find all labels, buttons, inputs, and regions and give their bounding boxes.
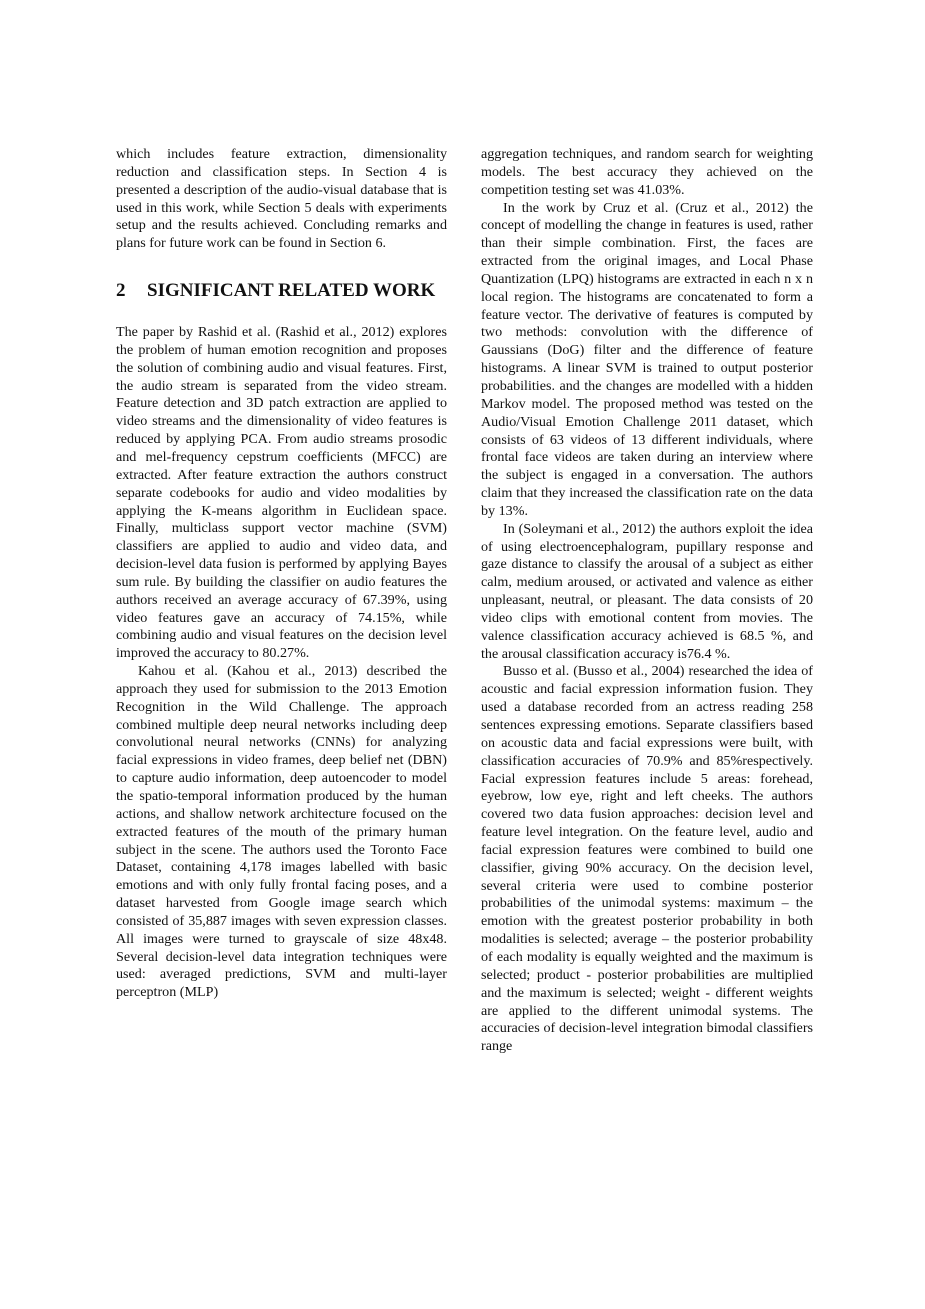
section-title: SIGNIFICANT RELATED WORK xyxy=(147,280,436,302)
section-heading xyxy=(116,279,447,302)
section-number: 2 xyxy=(116,280,126,302)
paragraph-busso: Busso et al. (Busso et al., 2004) researched the idea of acoustic and facial expression information fusion. They used a database recorded from an actress reading 258 sentences expressing emotions. Separate classifiers based on acoustic data and facial expressions were built, with classification accuracies of 70.9% and 85%respectively. Facial expression features include 5 areas: forehead, eyebrow, low eye, right and left cheeks. The authors covered two data fusion approaches: decision level and feature level integration. On the feature level, audio and facial expression features were combined to build one classifier, giving 90% accuracy. On the decision level, several criteria were used to combine posterior probabilities of the unimodal systems: maximum – the emotion with the greatest posterior probability in both modalities is selected; average – the posterior probability of each modality is equally weighted and the maximum is selected; product - posterior probabilities are multiplied and the maximum is selected; weight - different weights are applied to the different unimodal systems. The accuracies of decision-level integration bimodal classifiers range xyxy=(481,663,813,1055)
paragraph-soleymani: In (Soleymani et al., 2012) the authors exploit the idea of using electroencephalogram, pupillary response and gaze distance to classify the arousal of a subject as either calm, medium aroused, or activated and valence as either unpleasant, neutral, or pleasant. The data consists of 20 video clips with emotional content from movies. The valence classification accuracy achieved is 68.5 %, and the arousal classification accuracy is76.4 %. xyxy=(481,520,813,662)
continuation-paragraph: aggregation techniques, and random search for weighting models. The best accuracy they achieved on the competition testing set was 41.03%. xyxy=(481,146,813,198)
left-column xyxy=(116,146,447,1002)
intro-paragraph: which includes feature extraction, dimensionality reduction and classification steps. In Section 4 is presented a description of the audio-visual database that is used in this work, while Section 5 deals with experiments setup and the results achieved. Concluding remarks and plans for future work can be found in Section 6. xyxy=(116,146,447,252)
right-column xyxy=(481,146,813,1056)
paragraph-kahou: Kahou et al. (Kahou et al., 2013) described the approach they used for submission to the 2013 Emotion Recognition in the Wild Challenge. The approach combined multiple deep neural networks including deep convolutional neural networks (CNNs) for analyzing facial expressions in video frames, deep belief net (DBN) to capture audio information, deep autoencoder to model the spatio-temporal information produced by the human actions, and shallow network architecture focused on the extracted features of the mouth of the primary human subject in the scene. The authors used the Toronto Face Dataset, containing 4,178 images labelled with basic emotions and with only fully frontal facing poses, and a dataset harvested from Google image search which consisted of 35,887 images with seven expression classes. All images were turned to grayscale of size 48x48. Several decision-level data integration techniques were used: averaged predictions, SVM and multi-layer perceptron (MLP) xyxy=(116,663,447,1001)
paragraph-cruz: In the work by Cruz et al. (Cruz et al., 2012) the concept of modelling the change in features is used, rather than their simple combination. First, the faces are extracted from the original images, and Local Phase Quantization (LPQ) histograms are extracted in each n x n local region. The histograms are concatenated to form a feature vector. The derivative of features is computed by two methods: convolution with the difference of Gaussians (DoG) filter and the difference of feature histograms. A linear SVM is trained to output posterior probabilities. and the changes are modelled with a hidden Markov model. The proposed method was tested on the Audio/Visual Emotion Challenge 2011 dataset, which consists of 63 videos of 13 different individuals, where frontal face videos are taken during an interview where the subject is engaged in a conversation. The authors claim that they increased the classification rate on the data by 13%. xyxy=(481,199,813,519)
paragraph-rashid: The paper by Rashid et al. (Rashid et al., 2012) explores the problem of human emotion recognition and proposes the solution of combining audio and visual features. First, the audio stream is separated from the video stream. Feature detection and 3D patch extraction are applied to video streams and the dimensionality of video features is reduced by applying PCA. From audio streams prosodic and mel-frequency cepstrum coefficients (MFCC) are extracted. After feature extraction the authors construct separate codebooks for audio and video modalities by applying the K-means algorithm in Euclidean space. Finally, multiclass support vector machine (SVM) classifiers are applied to audio and video data, and decision-level data fusion is performed by applying Bayes sum rule. By building the classifier on audio features the authors received an average accuracy of 67.39%, using video features gave an accuracy of 74.15%, while combining audio and visual features on the decision level improved the accuracy to 80.27%. xyxy=(116,324,447,662)
